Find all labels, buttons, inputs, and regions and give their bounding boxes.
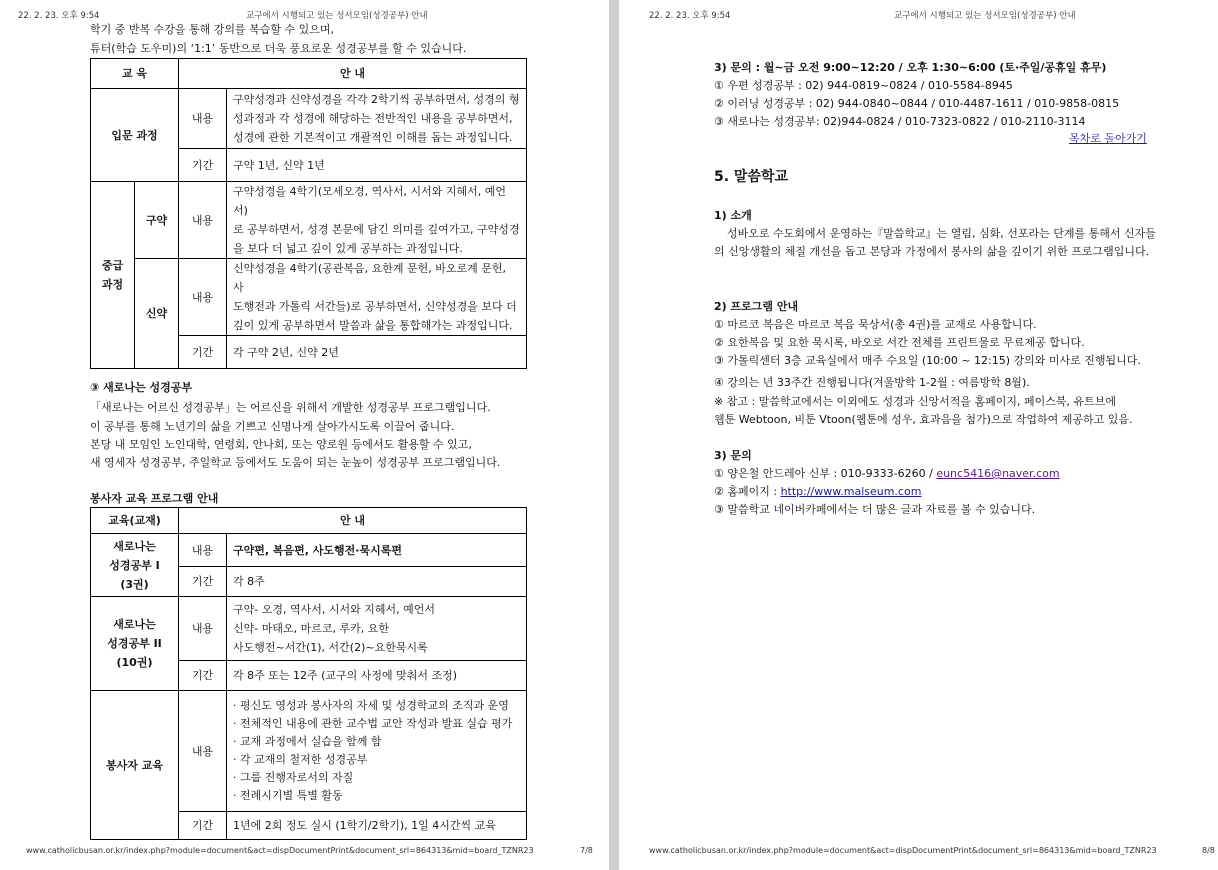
print-timestamp: 22. 2. 23. 오후 9:54 [18, 11, 100, 21]
column-header-education: 교 육 [91, 59, 179, 89]
intro-line: 학기 중 반복 수강을 통해 강의를 복습할 수 있으며, [90, 23, 334, 36]
period-label: 기간 [179, 661, 227, 691]
column-header-material: 교육(교재) [91, 508, 179, 534]
list-item: · 전체적인 내용에 관한 교수법 교안 작성과 발표 실습 평가 [233, 717, 513, 730]
old-testament-label: 구약 [135, 182, 179, 259]
subsection-heading: 3) 문의 [714, 449, 752, 462]
footer-url: www.catholicbusan.or.kr/index.php?module=document&act=dispDocumentPrint&document_srl=864313&mid=board_TZNR23 [649, 846, 1157, 855]
content-line: 구약성경과 신약성경을 각각 2학기씩 공부하면서, 성경의 형 [233, 93, 520, 106]
content-label: 내용 [179, 534, 227, 567]
intro-course-label: 입문 과정 [91, 89, 179, 182]
course-1-period: 각 8주 [227, 567, 527, 597]
period-label: 기간 [179, 812, 227, 840]
content-line: 신약- 마태오, 마르코, 루카, 요한 [233, 622, 389, 635]
content-line: 사도행전~서간(1), 서간(2)~요한묵시록 [233, 641, 428, 654]
print-timestamp: 22. 2. 23. 오후 9:54 [649, 11, 731, 21]
intro-line: 성바오로 수도회에서 운영하는『말씀학교』는 열림, 심화, 선포라는 단계를 통해서 신자들 [727, 227, 1156, 240]
volunteer-training-period: 1년에 2회 정도 실시 (1학기/2학기), 1일 4시간씩 교육 [227, 812, 527, 840]
back-to-toc-link[interactable]: 목차로 돌아가기 [1069, 132, 1147, 145]
content-line: 구약- 오경, 역사서, 시서와 지혜서, 예언서 [233, 603, 435, 616]
inquiry-line: ③ 말씀학교 네이버카페에서는 더 많은 글과 자료를 볼 수 있습니다. [714, 503, 1036, 516]
program-line: ③ 가톨릭센터 3층 교육실에서 매주 수요일 (10:00 ~ 12:15) 강의와 미사로 진행됩니다. [714, 354, 1141, 367]
content-line: 을 보다 더 넓고 깊이 있게 공부하는 과정입니다. [233, 242, 463, 255]
label-line: 성경공부 II [107, 637, 162, 650]
table-row [91, 259, 527, 336]
content-label: 내용 [179, 89, 227, 149]
section-title: 5. 말씀학교 [714, 169, 789, 185]
program-note: 웹툰 Webtoon, 비툰 Vtoon(웹툰에 성우, 효과음을 첨가)으로 작업하여 제공하고 있음. [714, 413, 1133, 426]
page-header-title: 교구에서 시행되고 있는 성서모임(성경공부) 안내 [246, 11, 428, 21]
table-row [91, 89, 527, 149]
period-label: 기간 [179, 149, 227, 182]
contact-line: ② 이러닝 성경공부 : 02) 944-0840~0844 / 010-4487-1611 / 010-9858-0815 [714, 97, 1120, 110]
course-2-label [91, 597, 179, 691]
course-2-content [227, 597, 527, 661]
content-line: 깊이 있게 공부하면서 말씀과 삶을 통합해가는 과정입니다. [233, 319, 513, 332]
content-line: 신약성경을 4학기(공관복음, 요한계 문헌, 바오로계 문헌, 사 [233, 262, 507, 294]
period-label: 기간 [179, 336, 227, 369]
table-row [91, 597, 527, 661]
section-line: 이 공부를 통해 노년기의 삶을 기쁘고 신명나게 살아가시도록 이끌어 줍니다. [90, 420, 455, 433]
course-1-label [91, 534, 179, 597]
label-line: 새로나는 [113, 539, 156, 553]
email-link[interactable]: eunc5416@naver.com [936, 467, 1060, 480]
label-line: 중급 [101, 259, 124, 272]
contact-line: ③ 새로나는 성경공부: 02)944-0824 / 010-7323-0822 / 010-2110-3114 [714, 115, 1086, 128]
label-line: (3권) [120, 577, 149, 591]
content-label: 내용 [179, 259, 227, 336]
old-testament-content [227, 182, 527, 259]
table-row [91, 534, 527, 567]
content-line: 구약성경을 4학기(모세오경, 역사서, 시서와 지혜서, 예언서) [233, 185, 507, 217]
contact-line: ① 우편 성경공부 : 02) 944-0819~0824 / 010-5584-8945 [714, 79, 1013, 92]
label-line: (10권) [116, 656, 153, 669]
content-label: 내용 [179, 691, 227, 812]
list-item: · 교재 과정에서 실습을 함께 함 [233, 735, 382, 748]
course-1-content: 구약편, 복음편, 사도행전·묵시록편 [227, 534, 527, 567]
content-line: 로 공부하면서, 성경 본문에 담긴 의미를 깊여가고, 구약성경 [233, 223, 520, 236]
content-label: 내용 [179, 182, 227, 259]
page-8 [619, 0, 1218, 870]
program-line: ④ 강의는 년 33주간 진행됩니다(겨울방학 1-2월 : 여름방학 8월). [714, 376, 1030, 389]
content-line: 성경에 관한 기본적이고 개괄적인 이해를 돕는 과정입니다. [233, 131, 513, 144]
intermediate-course-period: 각 구약 2년, 신약 2년 [227, 336, 527, 369]
course-table [90, 58, 527, 369]
contact-heading: 3) 문의 : 월~금 오전 9:00~12:20 / 오후 1:30~6:00 (토·주일/공휴일 휴무) [714, 61, 1107, 74]
page-number: 8/8 [1202, 846, 1215, 855]
footer-url: www.catholicbusan.or.kr/index.php?module=document&act=dispDocumentPrint&document_srl=864313&mid=board_TZNR23 [26, 846, 534, 855]
section-line: 「새로나는 어르신 성경공부」는 어르신을 위해서 개발한 성경공부 프로그램입니다. [90, 401, 491, 414]
inquiry-line [714, 482, 921, 501]
program-line: ② 요한복음 및 요한 묵시록, 바오로 서간 전체를 프린트물로 무료제공 합니다. [714, 336, 1085, 349]
label-line: 성경공부 I [109, 558, 160, 572]
course-2-period: 각 8주 또는 12주 (교구의 사정에 맞춰서 조정) [227, 661, 527, 691]
volunteer-training-label: 봉사자 교육 [91, 691, 179, 840]
column-header-guide: 안 내 [179, 59, 527, 89]
section-heading: ③ 새로나는 성경공부 [90, 381, 192, 394]
intermediate-course-label [91, 182, 135, 369]
content-line: 도행전과 가톨릭 서간들)로 공부하면서, 신약성경을 보다 더 [233, 300, 517, 313]
period-label: 기간 [179, 567, 227, 597]
label-line: 과정 [101, 278, 124, 291]
intro-course-content [227, 89, 527, 149]
list-item: · 평신도 영성과 봉사자의 자세 및 성경학교의 조직과 운영 [233, 699, 509, 712]
volunteer-table [90, 507, 527, 840]
homepage-link[interactable]: http://www.malseum.com [780, 485, 922, 498]
subsection-heading: 2) 프로그램 안내 [714, 300, 799, 313]
list-item: · 전례시기별 특별 활동 [233, 789, 343, 802]
label-line: 새로나는 [113, 618, 156, 631]
volunteer-heading: 봉사자 교육 프로그램 안내 [90, 492, 219, 505]
inquiry-text: ② 홈페이지 : [714, 485, 781, 498]
list-item: · 각 교재의 철저한 성경공부 [233, 753, 368, 766]
section-line: 본당 내 모임인 노인대학, 연령회, 안나회, 또는 양로원 등에서도 활용할 수 있고, [90, 438, 472, 451]
list-item: · 그룹 진행자로서의 자질 [233, 771, 354, 784]
intro-line: 튜터(학습 도우미)의 ‘1:1’ 동반으로 더욱 풍요로운 성경공부를 할 수 있습니다. [90, 42, 467, 55]
inquiry-text: ① 양은철 안드레아 신부 : 010-9333-6260 / [714, 467, 937, 480]
program-line: ① 마르코 복음은 마르코 복음 묵상서(총 4권)를 교재로 사용합니다. [714, 318, 1037, 331]
section-line: 새 영세자 성경공부, 주일학교 등에서도 도움이 되는 눈높이 성경공부 프로그램입니다. [90, 456, 501, 469]
table-header-row [91, 508, 527, 534]
subsection-heading: 1) 소개 [714, 209, 752, 222]
intro-line: 의 신앙생활의 체질 개선을 돕고 본당과 가정에서 봉사의 삶을 깊이기 위한 프로그램입니다. [714, 245, 1150, 258]
table-row [91, 182, 527, 259]
table-row [91, 691, 527, 812]
page-number: 7/8 [580, 846, 593, 855]
new-testament-content [227, 259, 527, 336]
inquiry-line [714, 464, 1060, 483]
table-header-row [91, 59, 527, 89]
content-line: 성과정과 각 성경에 해당하는 전반적인 내용을 공부하면서, [233, 112, 513, 125]
volunteer-training-content [227, 691, 527, 812]
program-note: ※ 참고 : 말씀학교에서는 이외에도 성경과 신앙서적을 홈페이지, 페이스북, 유트브에 [714, 395, 1117, 408]
column-header-guide: 안 내 [179, 508, 527, 534]
content-label: 내용 [179, 597, 227, 661]
new-testament-label: 신약 [135, 259, 179, 369]
intro-course-period: 구약 1년, 신약 1년 [227, 149, 527, 182]
page-header-title: 교구에서 시행되고 있는 성서모임(성경공부) 안내 [894, 11, 1076, 21]
